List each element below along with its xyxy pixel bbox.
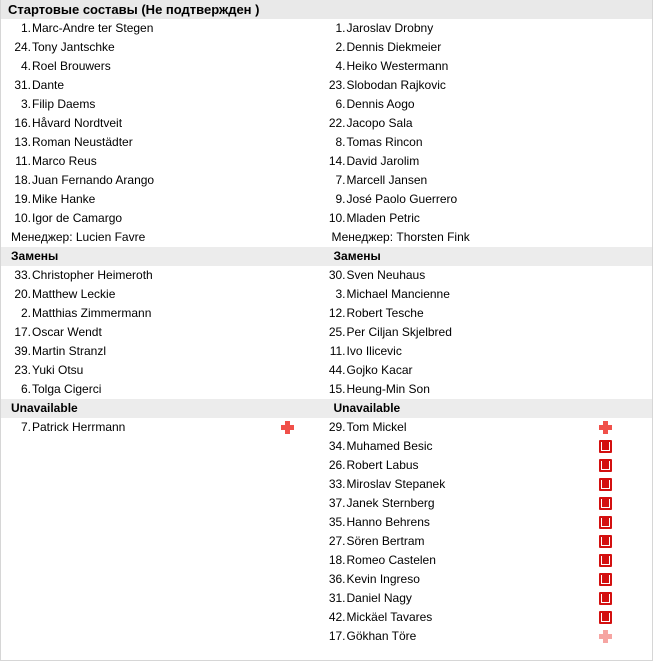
lineup-row (1, 456, 652, 475)
injury-cross-icon (281, 421, 294, 434)
player-name[interactable]: Romeo Castelen (346, 553, 436, 567)
player-name[interactable]: Per Ciljan Skjelbred (346, 325, 452, 339)
home-player-subs (1, 380, 327, 399)
player-number: 10. (328, 211, 346, 225)
player-name[interactable]: Janek Sternberg (346, 496, 435, 510)
player-name[interactable]: José Paolo Guerrero (346, 192, 458, 206)
empty-cell (1, 513, 327, 532)
player-number: 20. (14, 287, 31, 301)
player-number: 18. (14, 173, 31, 187)
away-player-unavailable (327, 494, 653, 513)
unavailable-section (1, 418, 652, 646)
player-number: 35. (328, 515, 346, 529)
away-player-starters (327, 190, 653, 209)
lineup-row (1, 570, 652, 589)
unavailable-u-icon (599, 611, 612, 624)
player-number: 31. (14, 78, 31, 92)
player-name[interactable]: Muhamed Besic (346, 439, 433, 453)
unavailable-u-icon (599, 554, 612, 567)
player-name[interactable]: Matthew Leckie (32, 287, 116, 301)
player-number: 25. (328, 325, 346, 339)
lineup-row (1, 551, 652, 570)
lineup-row (1, 57, 652, 76)
lineup-row (1, 627, 652, 646)
player-name[interactable]: Michael Mancienne (346, 287, 450, 301)
lineup-row (1, 19, 652, 38)
player-number: 34. (328, 439, 346, 453)
empty-cell (1, 570, 327, 589)
player-name[interactable]: Igor de Camargo (32, 211, 123, 225)
home-player-starters (1, 95, 327, 114)
lineup-row (1, 266, 652, 285)
player-name[interactable]: Mladen Petric (346, 211, 420, 225)
unavailable-u-icon (599, 573, 612, 586)
home-player-unavailable (1, 418, 327, 437)
player-number: 31. (328, 591, 346, 605)
player-name[interactable]: Robert Labus (346, 458, 419, 472)
lineup-row (1, 380, 652, 399)
home-player-starters (1, 133, 327, 152)
lineup-row (1, 418, 652, 437)
home-player-starters (1, 171, 327, 190)
lineup-row (1, 342, 652, 361)
player-name[interactable]: Oscar Wendt (32, 325, 102, 339)
player-number: 27. (328, 534, 346, 548)
player-name[interactable]: Roman Neustädter (32, 135, 133, 149)
player-number: 22. (328, 116, 346, 130)
player-number: 19. (14, 192, 31, 206)
away-player-unavailable (327, 475, 653, 494)
empty-cell (1, 456, 327, 475)
player-name[interactable]: Martin Stranzl (32, 344, 107, 358)
away-player-starters (327, 114, 653, 133)
player-number: 17. (14, 325, 31, 339)
lineup-row (1, 152, 652, 171)
player-name[interactable]: Tolga Cigerci (32, 382, 102, 396)
lineup-row (1, 95, 652, 114)
lineup-row (1, 114, 652, 133)
away-subs-heading: Замены (333, 249, 381, 263)
home-player-subs (1, 361, 327, 380)
player-number: 33. (328, 477, 346, 491)
subs-section (1, 266, 652, 399)
home-player-subs (1, 285, 327, 304)
home-player-starters (1, 152, 327, 171)
away-player-unavailable (327, 570, 653, 589)
player-name[interactable]: David Jarolim (346, 154, 420, 168)
away-player-subs (327, 380, 653, 399)
player-name[interactable]: Yuki Otsu (32, 363, 84, 377)
player-number: 23. (14, 363, 31, 377)
home-subs-heading: Замены (11, 249, 59, 263)
player-number: 11. (15, 154, 31, 168)
home-player-subs (1, 342, 327, 361)
unavailable-header (1, 399, 652, 418)
home-player-starters (1, 190, 327, 209)
away-player-unavailable (327, 608, 653, 627)
player-number: 44. (328, 363, 346, 377)
lineup-row (1, 133, 652, 152)
injury-cross-icon (599, 421, 612, 434)
away-player-subs (327, 285, 653, 304)
away-player-subs (327, 323, 653, 342)
away-player-unavailable (327, 513, 653, 532)
player-number: 11. (329, 344, 346, 358)
unavailable-u-icon (599, 516, 612, 529)
player-number: 13. (14, 135, 31, 149)
player-name[interactable]: Gojko Kacar (346, 363, 413, 377)
player-name[interactable]: Sören Bertram (346, 534, 425, 548)
player-number: 9. (335, 192, 346, 206)
player-number: 7. (335, 173, 346, 187)
empty-cell (1, 437, 327, 456)
player-name[interactable]: Jacopo Sala (346, 116, 413, 130)
home-player-starters (1, 76, 327, 95)
player-number: 39. (14, 344, 31, 358)
empty-cell (1, 627, 327, 646)
home-player-subs (1, 323, 327, 342)
managers-row (1, 228, 652, 247)
player-number: 15. (328, 382, 346, 396)
player-number: 3. (335, 287, 346, 301)
away-player-starters (327, 95, 653, 114)
lineup-row (1, 285, 652, 304)
subs-header (1, 247, 652, 266)
lineup-row (1, 589, 652, 608)
player-number: 2. (335, 40, 346, 54)
player-name[interactable]: Mickäel Tavares (346, 610, 433, 624)
away-player-starters (327, 133, 653, 152)
away-player-subs (327, 342, 653, 361)
home-player-starters (1, 57, 327, 76)
unavailable-u-icon (599, 592, 612, 605)
player-number: 26. (328, 458, 346, 472)
empty-cell (1, 551, 327, 570)
away-player-starters (327, 171, 653, 190)
lineup-row (1, 513, 652, 532)
away-player-starters (327, 19, 653, 38)
player-name[interactable]: Heiko Westermann (346, 59, 449, 73)
player-name[interactable]: Dennis Aogo (346, 97, 415, 111)
unavailable-u-icon (599, 440, 612, 453)
player-name[interactable]: Jaroslav Drobny (346, 21, 434, 35)
lineup-row (1, 209, 652, 228)
unavailable-u-icon (599, 497, 612, 510)
player-number: 36. (328, 572, 346, 586)
player-name[interactable]: Daniel Nagy (346, 591, 412, 605)
player-number: 16. (14, 116, 31, 130)
player-name[interactable]: Ivo Ilicevic (346, 344, 402, 358)
player-number: 24. (14, 40, 31, 54)
player-name[interactable]: Kevin Ingreso (346, 572, 420, 586)
away-player-unavailable (327, 589, 653, 608)
lineup-row (1, 323, 652, 342)
starters-section (1, 19, 652, 228)
lineup-row (1, 532, 652, 551)
player-number: 29. (328, 420, 346, 434)
away-player-subs (327, 361, 653, 380)
player-number: 1. (335, 21, 346, 35)
away-player-subs (327, 304, 653, 323)
away-player-unavailable (327, 437, 653, 456)
player-name[interactable]: Tomas Rincon (346, 135, 423, 149)
player-number: 10. (14, 211, 31, 225)
doubtful-cross-icon (599, 630, 612, 643)
page-title: Стартовые составы (Не подтвержден ) (1, 0, 652, 19)
lineup-row (1, 494, 652, 513)
player-number: 18. (328, 553, 346, 567)
lineup-row (1, 190, 652, 209)
player-name[interactable]: Gökhan Töre (346, 629, 417, 643)
home-player-starters (1, 19, 327, 38)
player-name[interactable]: Heung-Min Son (346, 382, 430, 396)
player-number: 6. (335, 97, 346, 111)
player-name[interactable]: Juan Fernando Arango (32, 173, 155, 187)
unavailable-u-icon (599, 535, 612, 548)
player-name[interactable]: Marc-Andre ter Stegen (32, 21, 154, 35)
player-name[interactable]: Marcell Jansen (346, 173, 428, 187)
player-number: 14. (328, 154, 346, 168)
home-unavailable-heading: Unavailable (11, 401, 78, 415)
unavailable-u-icon (599, 478, 612, 491)
away-player-starters (327, 152, 653, 171)
empty-cell (1, 494, 327, 513)
lineup-row (1, 38, 652, 57)
player-number: 42. (328, 610, 346, 624)
away-player-starters (327, 209, 653, 228)
away-player-unavailable (327, 456, 653, 475)
player-number: 2. (20, 306, 31, 320)
player-name[interactable]: Roel Brouwers (32, 59, 111, 73)
empty-cell (1, 532, 327, 551)
player-name[interactable]: Sven Neuhaus (346, 268, 426, 282)
home-player-starters (1, 209, 327, 228)
player-number: 30. (328, 268, 346, 282)
player-number: 23. (328, 78, 346, 92)
player-number: 1. (20, 21, 31, 35)
away-player-starters (327, 38, 653, 57)
lineup-row (1, 76, 652, 95)
away-unavailable-heading: Unavailable (333, 401, 401, 415)
away-player-subs (327, 266, 653, 285)
home-manager: Менеджер: Lucien Favre (11, 230, 146, 244)
player-number: 37. (328, 496, 346, 510)
player-name[interactable]: Miroslav Stepanek (346, 477, 446, 491)
player-name[interactable]: Christopher Heimeroth (32, 268, 153, 282)
player-number: 17. (328, 629, 346, 643)
empty-cell (1, 608, 327, 627)
home-player-starters (1, 38, 327, 57)
home-player-starters (1, 114, 327, 133)
lineup-row (1, 475, 652, 494)
player-name[interactable]: Håvard Nordtveit (32, 116, 123, 130)
player-name[interactable]: Slobodan Rajkovic (346, 78, 446, 92)
empty-cell (1, 475, 327, 494)
away-player-starters (327, 76, 653, 95)
player-number: 6. (20, 382, 31, 396)
lineup-row (1, 608, 652, 627)
player-name[interactable]: Dante (32, 78, 65, 92)
player-number: 12. (328, 306, 346, 320)
lineup-row (1, 171, 652, 190)
away-player-unavailable (327, 418, 653, 437)
player-number: 8. (335, 135, 346, 149)
away-player-unavailable (327, 551, 653, 570)
player-name[interactable]: Filip Daems (32, 97, 96, 111)
home-player-subs (1, 266, 327, 285)
player-number: 4. (20, 59, 31, 73)
away-player-unavailable (327, 532, 653, 551)
away-player-starters (327, 57, 653, 76)
empty-cell (1, 589, 327, 608)
player-name[interactable]: Patrick Herrmann (32, 420, 126, 434)
player-number: 33. (14, 268, 31, 282)
lineup-row (1, 304, 652, 323)
unavailable-u-icon (599, 459, 612, 472)
player-number: 3. (20, 97, 31, 111)
player-name[interactable]: Matthias Zimmermann (32, 306, 152, 320)
player-name[interactable]: Dennis Diekmeier (346, 40, 442, 54)
player-name[interactable]: Robert Tesche (346, 306, 424, 320)
lineup-row (1, 361, 652, 380)
player-name[interactable]: Mike Hanke (32, 192, 96, 206)
player-name[interactable]: Marco Reus (32, 154, 97, 168)
player-name[interactable]: Tony Jantschke (32, 40, 115, 54)
player-name[interactable]: Tom Mickel (346, 420, 407, 434)
player-number: 4. (335, 59, 346, 73)
away-manager: Менеджер: Thorsten Fink (331, 230, 470, 244)
away-player-unavailable (327, 627, 653, 646)
lineup-row (1, 437, 652, 456)
player-number: 7. (20, 420, 31, 434)
player-name[interactable]: Hanno Behrens (346, 515, 430, 529)
home-player-subs (1, 304, 327, 323)
